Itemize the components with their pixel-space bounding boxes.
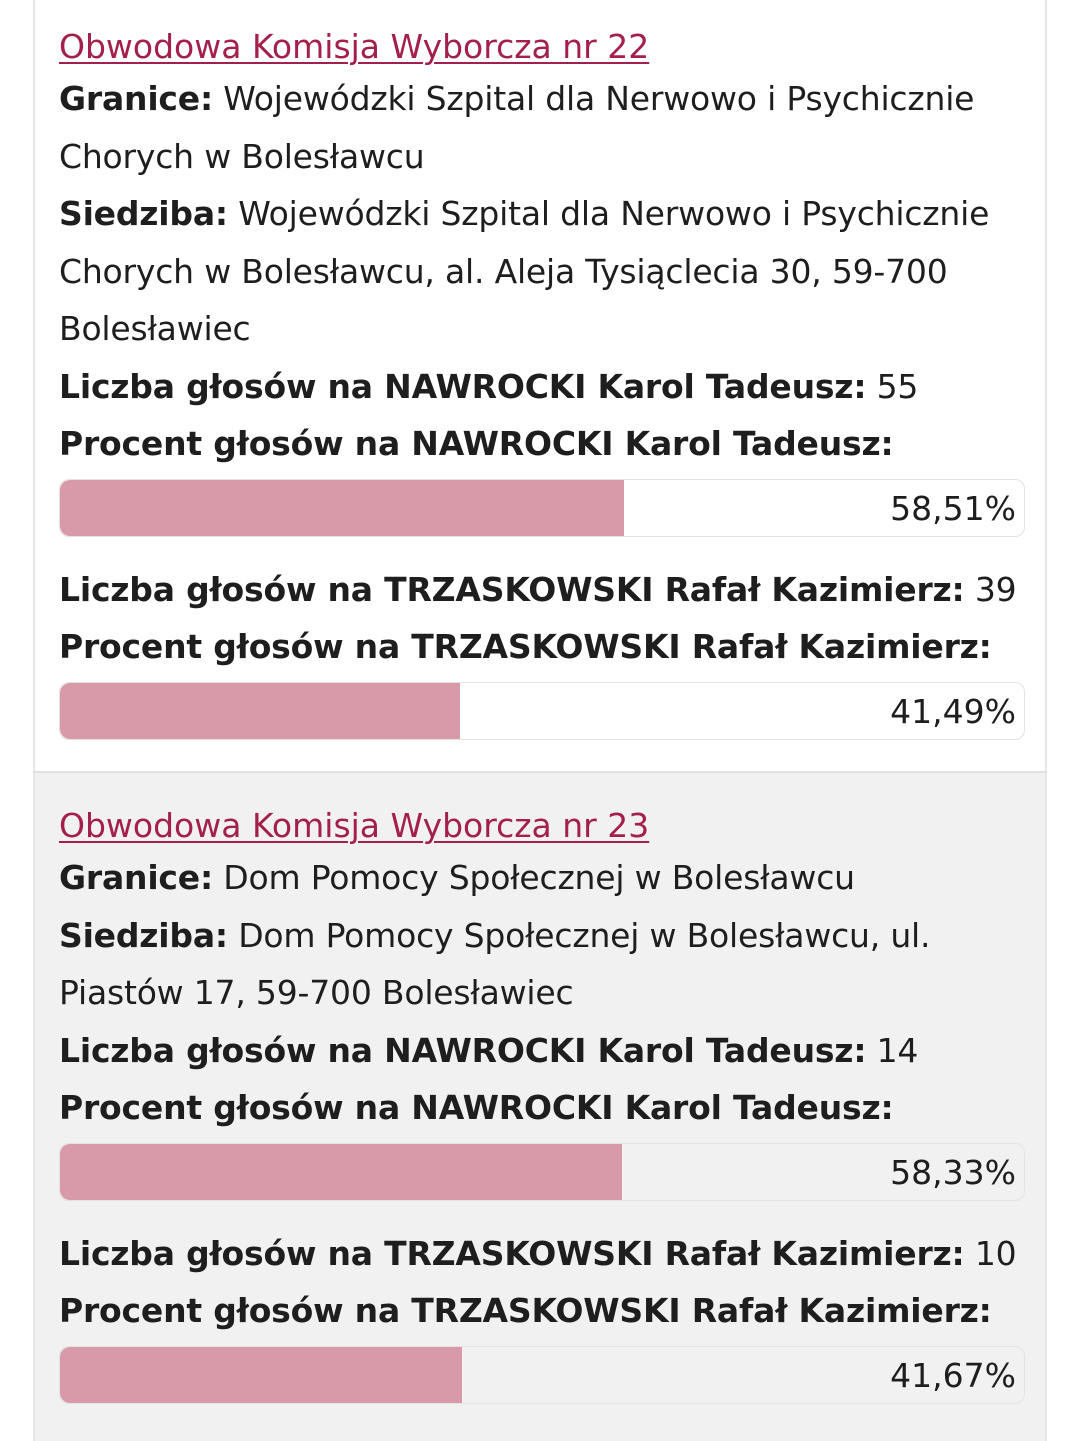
vote-percent-value: 58,51% — [890, 488, 1016, 528]
vote-percent-bar — [59, 1143, 1025, 1201]
granice-row — [59, 849, 1025, 907]
vote-percent-row — [59, 415, 1025, 473]
vote-count-label: Liczba głosów na NAWROCKI Karol Tadeusz: — [59, 366, 867, 406]
commission-title-link[interactable]: Obwodowa Komisja Wyborcza nr 22 — [59, 27, 650, 66]
vote-count-label: Liczba głosów na TRZASKOWSKI Rafał Kazimierz: — [59, 569, 965, 609]
siedziba-value: Dom Pomocy Społecznej w Bolesławcu, ul. Piastów 17, 59-700 Bolesławiec — [59, 915, 931, 1012]
vote-count-value: 55 — [876, 366, 919, 406]
vote-count-label: Liczba głosów na NAWROCKI Karol Tadeusz: — [59, 1030, 867, 1070]
vote-percent-label: Procent głosów na TRZASKOWSKI Rafał Kazimierz: — [59, 1291, 992, 1330]
siedziba-row — [59, 907, 1025, 1022]
siedziba-label: Siedziba: — [59, 194, 228, 233]
vote-count-label: Liczba głosów na TRZASKOWSKI Rafał Kazimierz: — [59, 1233, 965, 1273]
vote-count-value: 39 — [974, 569, 1017, 609]
commission-title-link[interactable]: Obwodowa Komisja Wyborcza nr 23 — [59, 806, 650, 845]
granice-label: Granice: — [59, 79, 213, 118]
granice-row — [59, 70, 1025, 185]
vote-percent-label: Procent głosów na NAWROCKI Karol Tadeusz: — [59, 1088, 894, 1127]
vote-percent-bar — [59, 682, 1025, 740]
vote-count-row — [59, 1022, 1025, 1080]
vote-percent-row — [59, 1079, 1025, 1137]
vote-percent-label: Procent głosów na TRZASKOWSKI Rafał Kazimierz: — [59, 627, 992, 666]
siedziba-row — [59, 185, 1025, 358]
vote-percent-value: 41,49% — [890, 691, 1016, 731]
vote-count-value: 10 — [974, 1233, 1017, 1273]
commission-card — [33, 0, 1047, 771]
commission-card — [33, 771, 1047, 1441]
vote-count-row — [59, 358, 1025, 416]
vote-count-row — [59, 561, 1025, 619]
granice-value: Wojewódzki Szpital dla Nerwowo i Psychicznie Chorych w Bolesławcu — [59, 79, 975, 176]
vote-percent-row — [59, 618, 1025, 676]
vote-percent-bar-fill — [60, 480, 624, 536]
vote-count-value: 14 — [876, 1030, 919, 1070]
vote-percent-bar-fill — [60, 1144, 622, 1200]
siedziba-value: Wojewódzki Szpital dla Nerwowo i Psychicznie Chorych w Bolesławcu, al. Aleja Tysiąclecia 30, 59-700 Bolesławiec — [59, 194, 990, 348]
vote-percent-row — [59, 1282, 1025, 1340]
vote-percent-value: 58,33% — [890, 1152, 1016, 1192]
siedziba-label: Siedziba: — [59, 915, 228, 955]
vote-percent-bar — [59, 479, 1025, 537]
granice-value: Dom Pomocy Społecznej w Bolesławcu — [223, 858, 855, 897]
vote-percent-bar-fill — [60, 683, 460, 739]
granice-label: Granice: — [59, 858, 213, 897]
vote-percent-value: 41,67% — [890, 1355, 1016, 1395]
vote-percent-bar — [59, 1346, 1025, 1404]
vote-count-row — [59, 1225, 1025, 1283]
vote-percent-label: Procent głosów na NAWROCKI Karol Tadeusz: — [59, 424, 894, 463]
vote-percent-bar-fill — [60, 1347, 462, 1403]
